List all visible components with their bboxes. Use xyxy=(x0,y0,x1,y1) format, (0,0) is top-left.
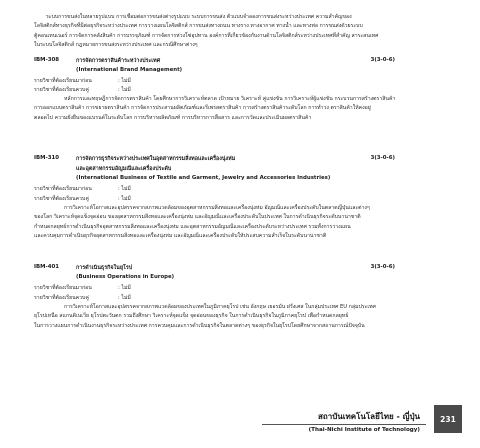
course-title-th-line2: และอุตสาหกรรมอัญมณีและเครื่องประดับ xyxy=(76,166,172,172)
intro-line: ในระบบโลจิสติกส์ กฎหมายการขนส่งระหว่างประเทศ และกรณีศึกษาต่างๆ xyxy=(34,41,198,48)
coreq-value: : ไม่มี xyxy=(118,87,131,93)
intro-line: โลจิสติกส์ทางธุรกิจที่มีต่อธุรกิจระหว่างประเทศ การวางแผนโลจิสติกส์ การขนส่งทางถนน ทางราง ทางอากาศ ทางน้ำ และทางท่อ การขนส่งด้วยระบบ xyxy=(34,23,363,30)
course-credits: 3(3-0-6) xyxy=(370,264,395,270)
course-code: IBM-310 xyxy=(34,155,59,161)
course-description xyxy=(34,204,438,241)
course-credits: 3(3-0-6) xyxy=(370,57,395,63)
description-line: การวิเคราะห์โอกาสและอุปสรรคจากสภาพแวดล้อมของอุตสาหกรรมสิ่งทอและเครื่องนุ่งห่ม อัญมณีและเครื่องประดับในตลาดญี่ปุ่นและต่างๆ xyxy=(64,205,370,211)
course-credits: 3(3-0-6) xyxy=(370,155,395,161)
description-line: การวิเคราะห์โอกาสและอุปสรรคจากสภาพแวดล้อมของประเทศในภูมิภาคยุโรป เช่น อังกฤษ เยอรมัน ฝรั่งเศส ในกลุ่มประเทศ EU กลุ่มประเทศ xyxy=(64,304,376,310)
description-line: และควบคุมการดำเนินธุรกิจอุตสาหกรรมสิ่งทอและเครื่องนุ่งห่ม และอัญมณีและเครื่องประดับให้ประสบความสำเร็จในระดับนานาชาติ xyxy=(34,232,327,239)
institution-name-en: (Thai-Nichi Institute of Technology) xyxy=(308,427,420,433)
page-number: 231 xyxy=(434,405,462,433)
prereq-value: : ไม่มี xyxy=(118,285,131,291)
course-title-th: การจัดการธุรกิจระหว่างประเทศในอุตสาหกรรมสิ่งทอและเครื่องนุ่งห่ม xyxy=(76,156,236,162)
course-title-en: (International Brand Management) xyxy=(76,67,183,73)
description-line: ในการวางแผนการดำเนินงานธุรกิจระหว่างประเทศ การควบคุมและการดำเนินธุรกิจในตลาดต่างๆ ของธุรกิจในยุโรปโดยศึกษาจากสถานการณ์ปัจจุบัน xyxy=(34,322,365,329)
intro-line: ระบบการขนส่งในหลายรูปแบบ การเชื่อมต่อการขนส่งต่างรูปแบบ ระบบการขนส่ง ตัวแบบจำลองการขนส่งระหว่างประเทศ ความสำคัญของ xyxy=(46,14,352,20)
description-line: หลักการและทฤษฎีการจัดการตราสินค้า โดยศึกษาการวิเคราะห์ตลาด เป้าหมาย วิเคราะห์ คู่แข่งขัน การวิเคราะห์ผู้แข่งขัน กระบวนการสร้างตราสินค้า xyxy=(64,96,396,102)
prereq-label: รายวิชาที่ต้องเรียนมาก่อน xyxy=(34,186,92,192)
intro-line: ตู้คอนเทนเนอร์ การจัดการคลังสินค้า การบรรจุภัณฑ์ การจัดการห่วงโซ่อุปทาน องค์การที่เกี่ยวข้องกับงานด้านโลจิสติกส์ระหว่างประเทศที่สำคัญ สาระสนเทศ xyxy=(34,32,379,39)
prereq-value: : ไม่มี xyxy=(118,186,131,192)
course-title-th: การดำเนินธุรกิจในยุโรป xyxy=(76,265,133,271)
description-line: กำหนดกลยุทธ์การดำเนินธุรกิจอุตสาหกรรมสิ่งทอและเครื่องนุ่งห่ม และอุตสาหกรรมอัญมณีและเครื่องประดับระหว่างประเทศ รวมทั้งการวางแผน xyxy=(34,223,351,230)
description-line: ของโลก วิเคราะห์จุดแข็งจุดอ่อน ของอุตสาหกรรมสิ่งทอและเครื่องนุ่งห่ม และอัญมณีและเครื่องประดับในประเทศ ในการดำเนินธุรกิจระดับนานาชาติ xyxy=(34,214,361,221)
description-line: ยุโรปเหนือ สแกนดิเนเวีย ยุโรปตะวันตก รวมถึงศึกษา วิเคราะห์จุดแข็ง จุดอ่อนของธุรกิจ ในการดำเนินธุรกิจในภูมิภาคยุโรป เพื่อกำหนดกลยุทธ์ xyxy=(34,313,349,320)
intro-paragraph xyxy=(34,13,438,50)
prereq-value: : ไม่มี xyxy=(118,78,131,84)
course-description xyxy=(34,95,438,123)
course-description xyxy=(34,303,438,331)
description-line: การออกแบบตราสินค้า การขยายตราสินค้า การจัดการประสานผลิตภัณฑ์และรีเพรสตราสินค้า การสร้างตราสินค้าระดับโลก การทำวง ตราสินค้าให้คงอยู่ xyxy=(34,105,371,112)
coreq-label: รายวิชาที่ต้องเรียนควบคู่ xyxy=(34,196,89,202)
prereq-label: รายวิชาที่ต้องเรียนมาก่อน xyxy=(34,285,92,291)
coreq-value: : ไม่มี xyxy=(118,196,131,202)
course-code: IBM-401 xyxy=(34,264,59,270)
course-title-th: การจัดการตราสินค้าระหว่างประเทศ xyxy=(76,58,161,64)
prereq-label: รายวิชาที่ต้องเรียนมาก่อน xyxy=(34,78,92,84)
coreq-value: : ไม่มี xyxy=(118,295,131,301)
coreq-label: รายวิชาที่ต้องเรียนควบคู่ xyxy=(34,87,89,93)
description-line: ตลอดไป ความยั่งยืนของแบรนด์ในระดับโลก การบริหารผลิตภัณฑ์ การบริหารการสื่อสาร และการวัดและประเมินผลตราสินค้า xyxy=(34,114,312,121)
coreq-label: รายวิชาที่ต้องเรียนควบคู่ xyxy=(34,295,89,301)
institution-name-th: สถาบันเทคโนโลยีไทย - ญี่ปุ่น xyxy=(317,412,420,421)
course-code: IBM-308 xyxy=(34,57,59,63)
course-title-en: (Business Operations in Europe) xyxy=(76,274,175,280)
course-title-en: (International Business of Textile and Garment, Jewelry and Accessories Industries) xyxy=(76,175,331,181)
footer-divider xyxy=(262,424,426,425)
